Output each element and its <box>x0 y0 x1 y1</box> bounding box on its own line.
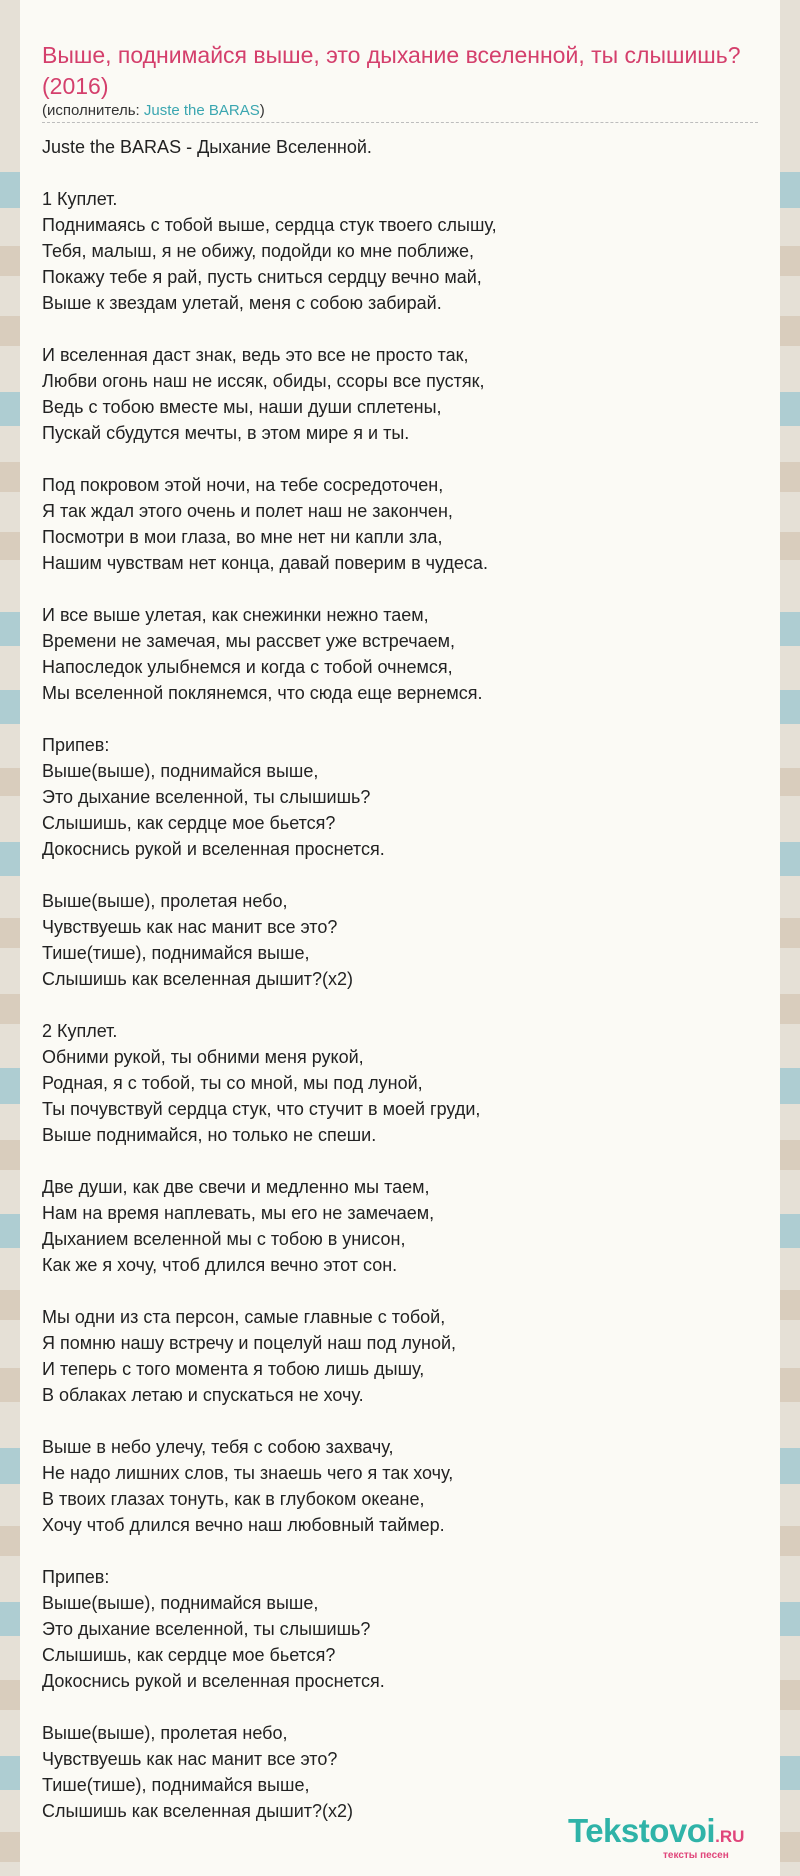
lyrics-line: Не надо лишних слов, ты знаешь чего я так хочу, <box>42 1463 454 1483</box>
lyrics-text <box>42 134 762 1824</box>
lyrics-line: Нам на время наплевать, мы его не замечаем, <box>42 1203 435 1223</box>
lyrics-line: Две души, как две свечи и медленно мы таем, <box>42 1177 430 1197</box>
lyrics-blank-line <box>42 316 762 342</box>
lyrics-line: Выше(выше), пролетая небо, <box>42 891 288 911</box>
lyrics-line: Обними рукой, ты обними меня рукой, <box>42 1047 364 1067</box>
lyrics-line: Выше поднимайся, но только не спеши. <box>42 1125 377 1145</box>
content-sheet <box>20 0 780 1876</box>
lyrics-line: И вселенная даст знак, ведь это все не просто так, <box>42 345 469 365</box>
lyrics-line: Посмотри в мои глаза, во мне нет ни капли зла, <box>42 527 443 547</box>
lyrics-line: Чувствуешь как нас манит все это? <box>42 1749 338 1769</box>
lyrics-line: Нашим чувствам нет конца, давай поверим в чудеса. <box>42 553 488 573</box>
logo-wordmark <box>568 1812 744 1850</box>
lyrics-line: Слышишь как вселенная дышит?(x2) <box>42 969 354 989</box>
lyrics-line: Родная, я с тобой, ты со мной, мы под луной, <box>42 1073 423 1093</box>
lyrics-blank-line <box>42 446 762 472</box>
lyrics-line: Припев: <box>42 1567 110 1587</box>
lyrics-blank-line <box>42 862 762 888</box>
lyrics-line: Чувствуешь как нас манит все это? <box>42 917 338 937</box>
lyrics-line: Я так ждал этого очень и полет наш не закончен, <box>42 501 453 521</box>
lyrics-line: Дыханием вселенной мы с тобою в унисон, <box>42 1229 406 1249</box>
lyrics-blank-line <box>42 160 762 186</box>
lyrics-line: И все выше улетая, как снежинки нежно таем, <box>42 605 429 625</box>
lyrics-line: Слышишь, как сердце мое бьется? <box>42 813 336 833</box>
artist-link[interactable]: Juste the BARAS <box>143 102 260 119</box>
lyrics-line: В твоих глазах тонуть, как в глубоком океане, <box>42 1489 425 1509</box>
page-title: Выше, поднимайся выше, это дыхание вселенной, ты слышишь? (2016) <box>42 42 741 99</box>
lyrics-line: 1 Куплет. <box>42 189 118 209</box>
lyrics-line: Выше к звездам улетай, меня с собою забирай. <box>42 293 442 313</box>
lyrics-line: Слышишь как вселенная дышит?(x2) <box>42 1801 354 1821</box>
lyrics-blank-line <box>42 1278 762 1304</box>
lyrics-line: Хочу чтоб длился вечно наш любовный таймер. <box>42 1515 445 1535</box>
lyrics-line: Тебя, малыш, я не обижу, подойди ко мне поближе, <box>42 241 475 261</box>
lyrics-line: Juste the BARAS - Дыхание Вселенной. <box>42 137 372 157</box>
lyrics-blank-line <box>42 992 762 1018</box>
lyrics-line: Ты почувствуй сердца стук, что стучит в моей груди, <box>42 1099 481 1119</box>
lyrics-line: Тише(тише), поднимайся выше, <box>42 1775 310 1795</box>
logo-tld: .RU <box>715 1827 745 1846</box>
lyrics-line: Выше(выше), поднимайся выше, <box>42 761 319 781</box>
lyrics-line: Напоследок улыбнемся и когда с тобой очнемся, <box>42 657 453 677</box>
artist-suffix: ) <box>259 102 265 119</box>
logo-tagline: тексты песен <box>663 1850 729 1861</box>
lyrics-line: Докоснись рукой и вселенная проснется. <box>42 1671 385 1691</box>
lyrics-blank-line <box>42 1148 762 1174</box>
lyrics-line: И теперь с того момента я тобою лишь дышу, <box>42 1359 425 1379</box>
lyrics-blank-line <box>42 576 762 602</box>
lyrics-line: Времени не замечая, мы рассвет уже встречаем, <box>42 631 455 651</box>
lyrics-line: Припев: <box>42 735 110 755</box>
lyrics-blank-line <box>42 706 762 732</box>
lyrics-line: Слышишь, как сердце мое бьется? <box>42 1645 336 1665</box>
lyrics-line: Поднимаясь с тобой выше, сердца стук твоего слышу, <box>42 215 497 235</box>
lyrics-blank-line <box>42 1694 762 1720</box>
lyrics-line: Выше в небо улечу, тебя с собою захвачу, <box>42 1437 394 1457</box>
lyrics-line: Тише(тише), поднимайся выше, <box>42 943 310 963</box>
lyrics-blank-line <box>42 1538 762 1564</box>
lyrics-line: Под покровом этой ночи, на тебе сосредоточен, <box>42 475 444 495</box>
title-divider <box>42 122 758 123</box>
lyrics-line: Мы одни из ста персон, самые главные с тобой, <box>42 1307 446 1327</box>
lyrics-line: Покажу тебе я рай, пусть сниться сердцу вечно май, <box>42 267 482 287</box>
lyrics-blank-line <box>42 1408 762 1434</box>
lyrics-line: Мы вселенной поклянемся, что сюда еще вернемся. <box>42 683 483 703</box>
logo-name: Tekstovoi <box>568 1812 716 1849</box>
lyrics-line: 2 Куплет. <box>42 1021 118 1041</box>
lyrics-line: Это дыхание вселенной, ты слышишь? <box>42 1619 371 1639</box>
lyrics-line: Ведь с тобою вместе мы, наши души сплетены, <box>42 397 442 417</box>
lyrics-line: Это дыхание вселенной, ты слышишь? <box>42 787 371 807</box>
lyrics-line: Пускай сбудутся мечты, в этом мире я и ты. <box>42 423 410 443</box>
artist-prefix: (исполнитель: <box>42 102 144 119</box>
lyrics-line: Как же я хочу, чтоб длился вечно этот сон. <box>42 1255 398 1275</box>
lyrics-line: В облаках летаю и спускаться не хочу. <box>42 1385 364 1405</box>
lyrics-line: Выше(выше), поднимайся выше, <box>42 1593 319 1613</box>
artist-line <box>42 102 265 119</box>
lyrics-line: Докоснись рукой и вселенная проснется. <box>42 839 385 859</box>
site-logo[interactable] <box>568 1812 780 1864</box>
lyrics-line: Выше(выше), пролетая небо, <box>42 1723 288 1743</box>
lyrics-line: Любви огонь наш не иссяк, обиды, ссоры все пустяк, <box>42 371 485 391</box>
lyrics-line: Я помню нашу встречу и поцелуй наш под луной, <box>42 1333 457 1353</box>
